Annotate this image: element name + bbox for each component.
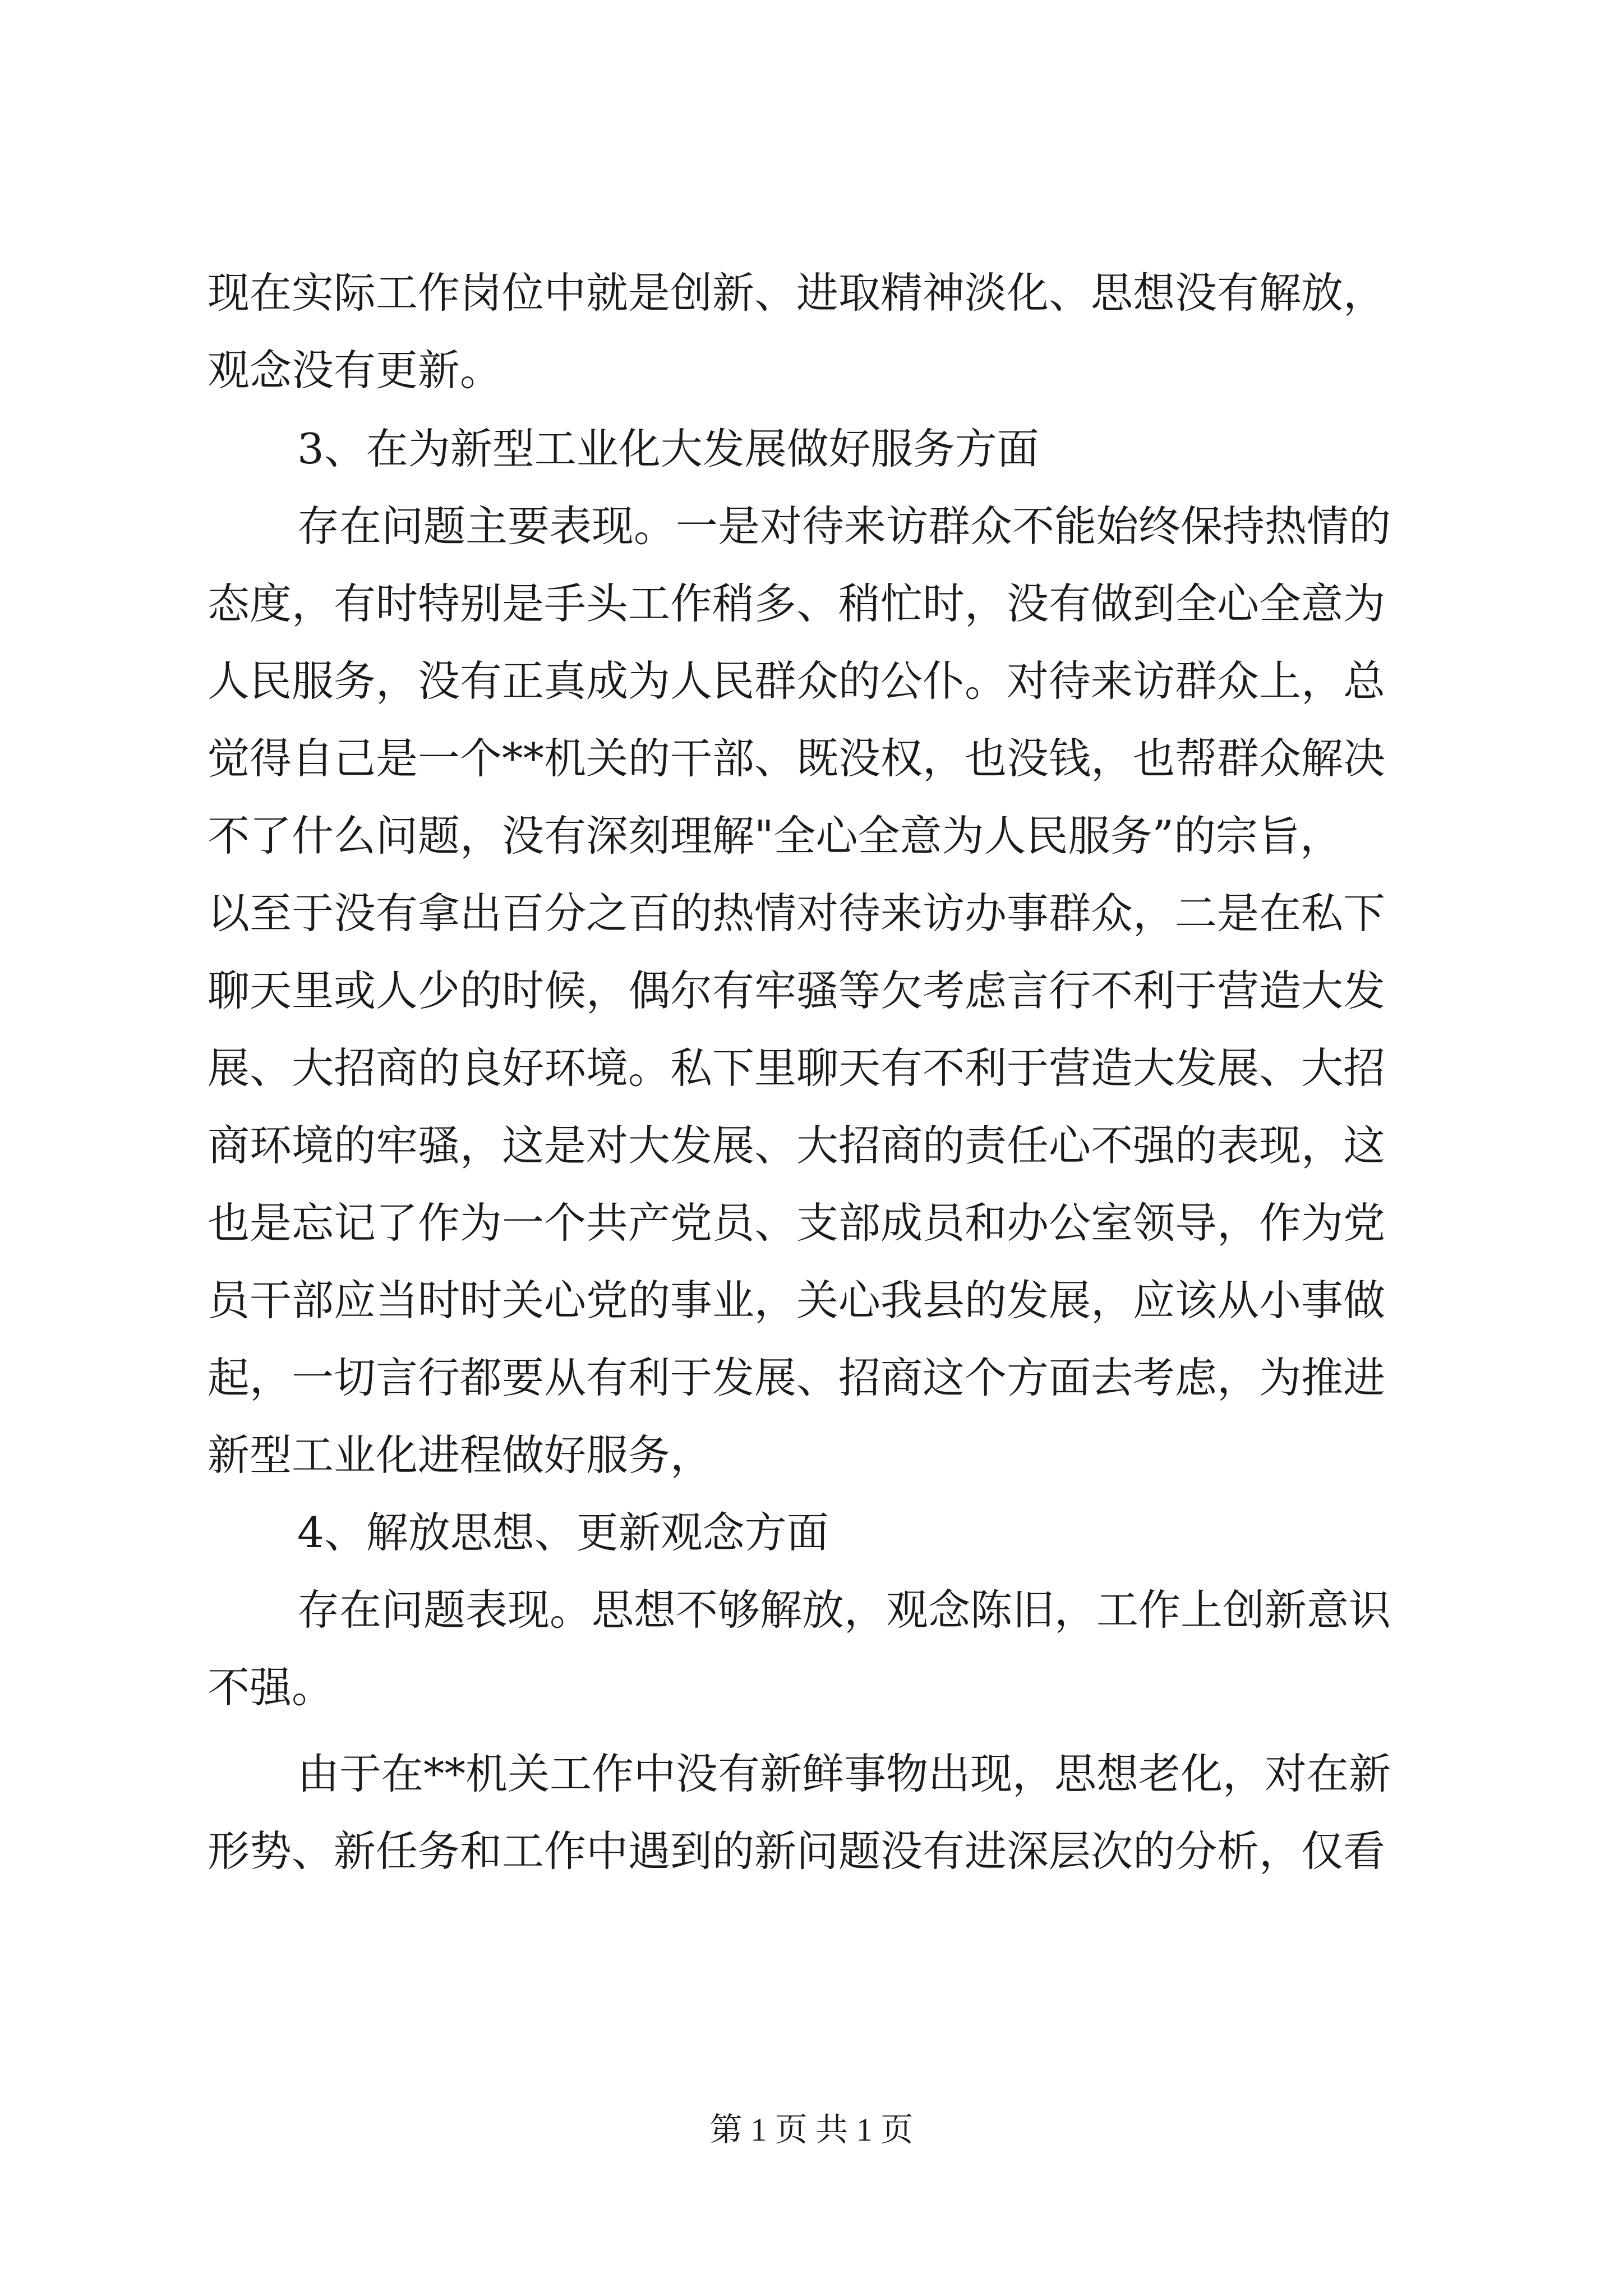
text-line: 存在问题主要表现。一是对待来访群众不能始终保持热情的 — [297, 501, 1391, 551]
section-heading: 4、解放思想、更新观念方面 — [297, 1508, 829, 1557]
section-heading: 3、在为新型工业化大发展做好服务方面 — [297, 424, 1039, 473]
text-line: 展、大招商的良好环境。私下里聊天有不利于营造大发展、大招 — [208, 1043, 1386, 1093]
text-line: 新型工业化进程做好服务， — [208, 1430, 713, 1480]
text-line: 现在实际工作岗位中就是创新、进取精神淡化、思想没有解放， — [208, 268, 1386, 318]
text-line: 也是忘记了作为一个共产党员、支部成员和办公室领导，作为党 — [208, 1198, 1386, 1248]
text-line: 员干部应当时时关心党的事业，关心我县的发展，应该从小事做 — [208, 1276, 1386, 1325]
text-line: 存在问题表现。思想不够解放，观念陈旧，工作上创新意识 — [297, 1585, 1391, 1635]
text-line: 不了什么问题，没有深刻理解"全心全意为人民服务”的宗旨， — [208, 811, 1342, 861]
text-line: 起，一切言行都要从有利于发展、招商这个方面去考虑，为推进 — [208, 1353, 1386, 1402]
text-line: 聊天里或人少的时候，偶尔有牢骚等欠考虑言行不利于营造大发 — [208, 966, 1386, 1015]
text-line: 商环境的牢骚，这是对大发展、大招商的责任心不强的表现，这 — [208, 1121, 1386, 1170]
text-line: 观念没有更新。 — [208, 346, 502, 395]
text-line: 以至于没有拿出百分之百的热情对待来访办事群众，二是在私下 — [208, 889, 1386, 938]
text-line: 不强。 — [208, 1663, 334, 1712]
page-number-footer: 第 1 页 共 1 页 — [709, 2111, 914, 2148]
text-line: 人民服务，没有正真成为人民群众的公仆。对待来访群众上，总 — [208, 656, 1386, 706]
text-line: 态度，有时特别是手头工作稍多、稍忙时，没有做到全心全意为 — [208, 579, 1386, 628]
text-line: 由于在**机关工作中没有新鲜事物出现，思想老化，对在新 — [297, 1749, 1391, 1798]
text-line: 觉得自己是一个**机关的干部、既没权，也没钱，也帮群众解决 — [208, 734, 1386, 783]
text-line: 形势、新任务和工作中遇到的新问题没有进深层次的分析，仅看 — [208, 1826, 1386, 1876]
